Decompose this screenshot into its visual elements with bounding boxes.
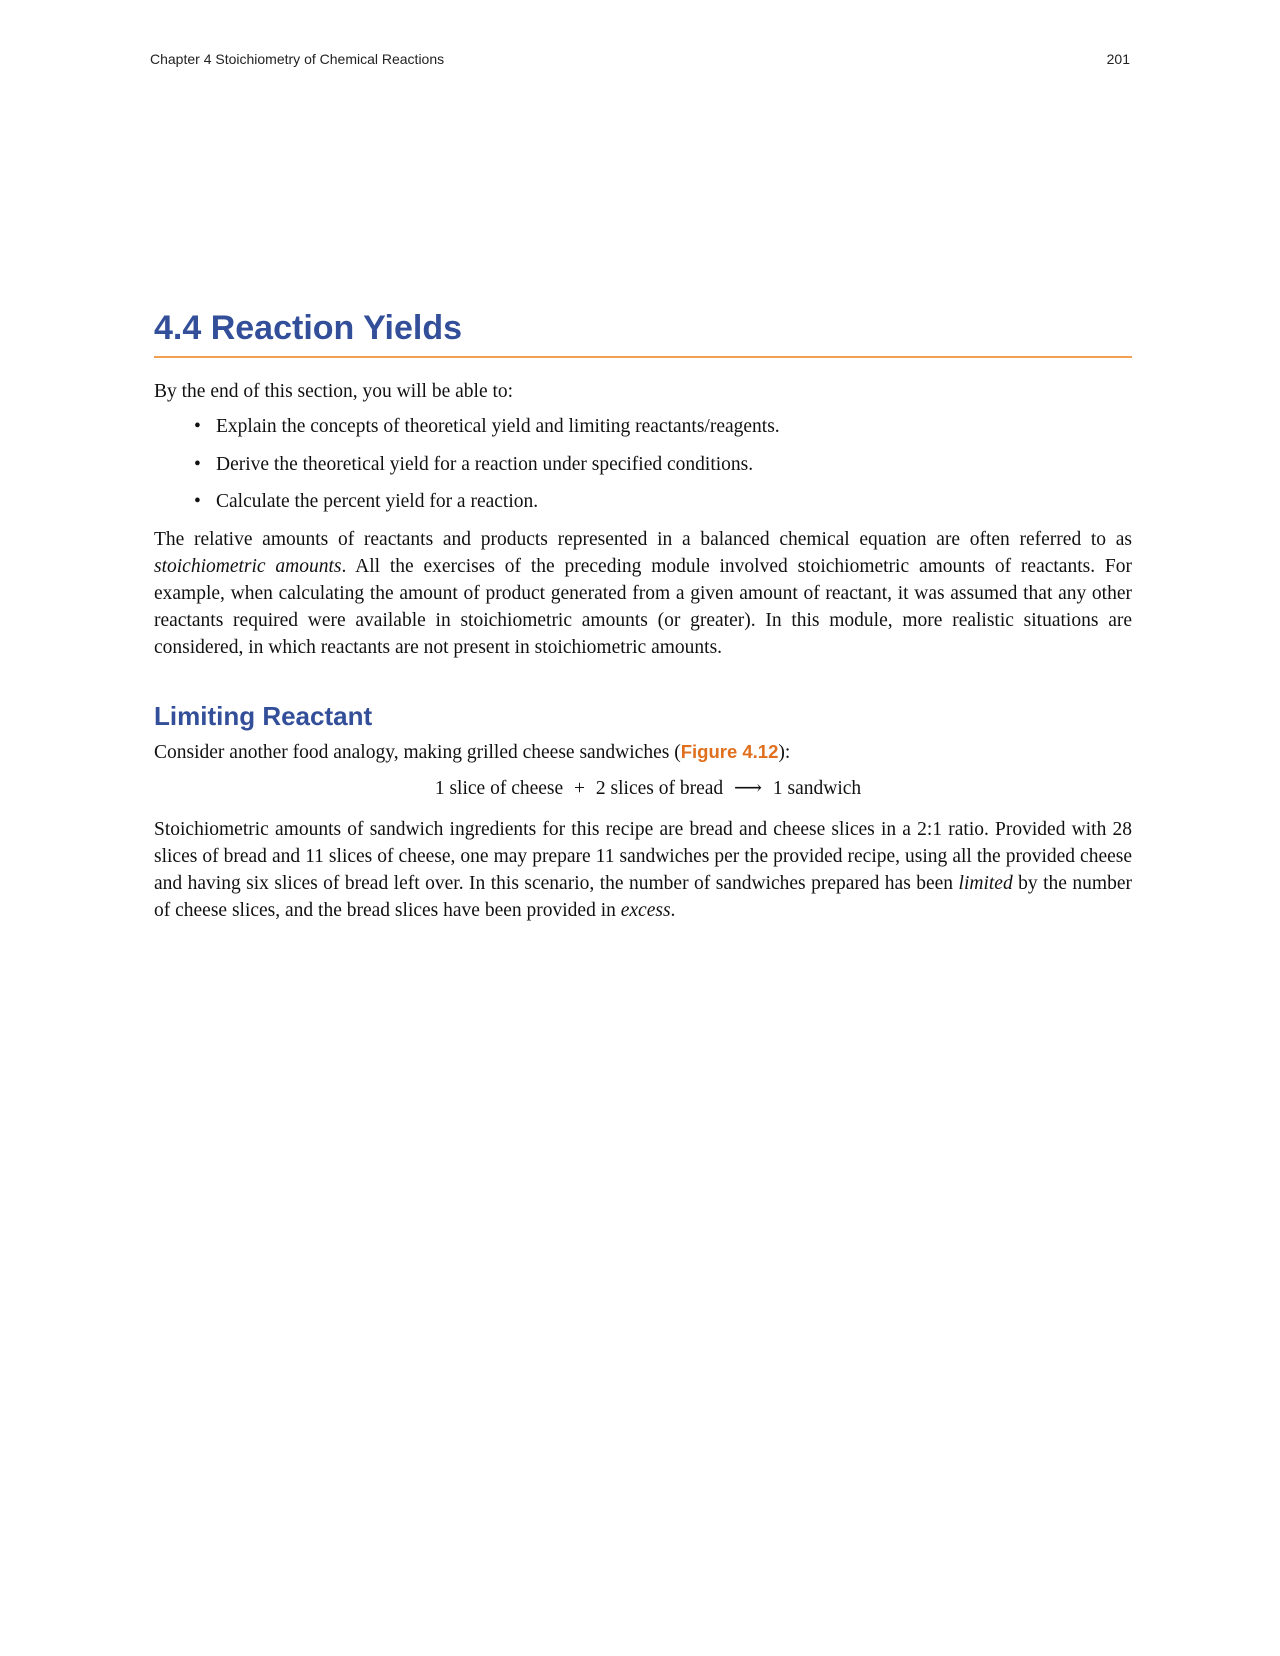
objective-item [194, 488, 1132, 515]
sandwich-equation [154, 775, 1132, 802]
objective-item [194, 413, 1132, 440]
key-term-limited: limited [958, 872, 1013, 894]
stoichiometric-paragraph [154, 526, 1132, 661]
objective-text: Derive the theoretical yield for a reaction under specified conditions. [216, 453, 754, 475]
figure-link[interactable]: Figure 4.12 [680, 740, 779, 762]
paragraph-text: ): [778, 741, 791, 763]
key-term-excess: excess [620, 899, 671, 921]
bullet-icon: • [194, 453, 201, 475]
bullet-icon: • [194, 491, 201, 512]
equation-product: 1 sandwich [772, 777, 862, 799]
objective-text: Explain the concepts of theoretical yield and limiting reactants/reagents. [216, 416, 780, 437]
analogy-paragraph [154, 738, 1132, 766]
objective-item [194, 451, 1132, 478]
section-title: 4.4 Reaction Yields [154, 304, 1132, 358]
paragraph-text: . [670, 899, 676, 921]
arrow-icon: ⟶ [734, 777, 762, 799]
bullet-icon: • [194, 416, 201, 437]
paragraph-text: Stoichiometric amounts of sandwich ingredients for this recipe are bread and cheese slices in a 2:1 ratio. Provided with 28 slices of bread and 11 slices of cheese, one may prepare 11 sandwiches per the provided recipe, using all the provided cheese and having six slices of bread left over. In this scenario, the number of sandwiches prepared has been [154, 818, 1132, 894]
paragraph-text: Consider another food analogy, making grilled cheese sandwiches ( [154, 741, 681, 763]
paragraph-text: by the number of cheese slices, and the bread slices have been provided in [154, 872, 1133, 921]
page-content [154, 304, 1132, 924]
objectives-intro: By the end of this section, you will be able to: [154, 381, 514, 402]
chapter-title: Chapter 4 Stoichiometry of Chemical Reactions [150, 51, 445, 67]
equation-term-bread: 2 slices of bread [595, 777, 724, 799]
key-term-stoichiometric-amounts: stoichiometric amounts [154, 555, 342, 577]
objectives-list [154, 413, 1132, 515]
page-number: 201 [1106, 51, 1130, 67]
equation-term-cheese: 1 slice of cheese [434, 777, 564, 799]
plus-sign: + [574, 777, 586, 799]
limiting-paragraph [154, 816, 1132, 924]
objective-text: Calculate the percent yield for a reaction. [216, 491, 539, 512]
paragraph-text: . All the exercises of the preceding module involved stoichiometric amounts of reactants. For example, when calculating the amount of product generated from a given amount of reactant, it was assumed that any other reactants required were available in stoichiometric amounts (or greater). In this module, more realistic situations are considered, in which reactants are not present in stoichiometric amounts. [154, 555, 1132, 658]
paragraph-text: The relative amounts of reactants and products represented in a balanced chemical equation are often referred to as [154, 528, 1132, 550]
subsection-title: Limiting Reactant [154, 700, 373, 731]
